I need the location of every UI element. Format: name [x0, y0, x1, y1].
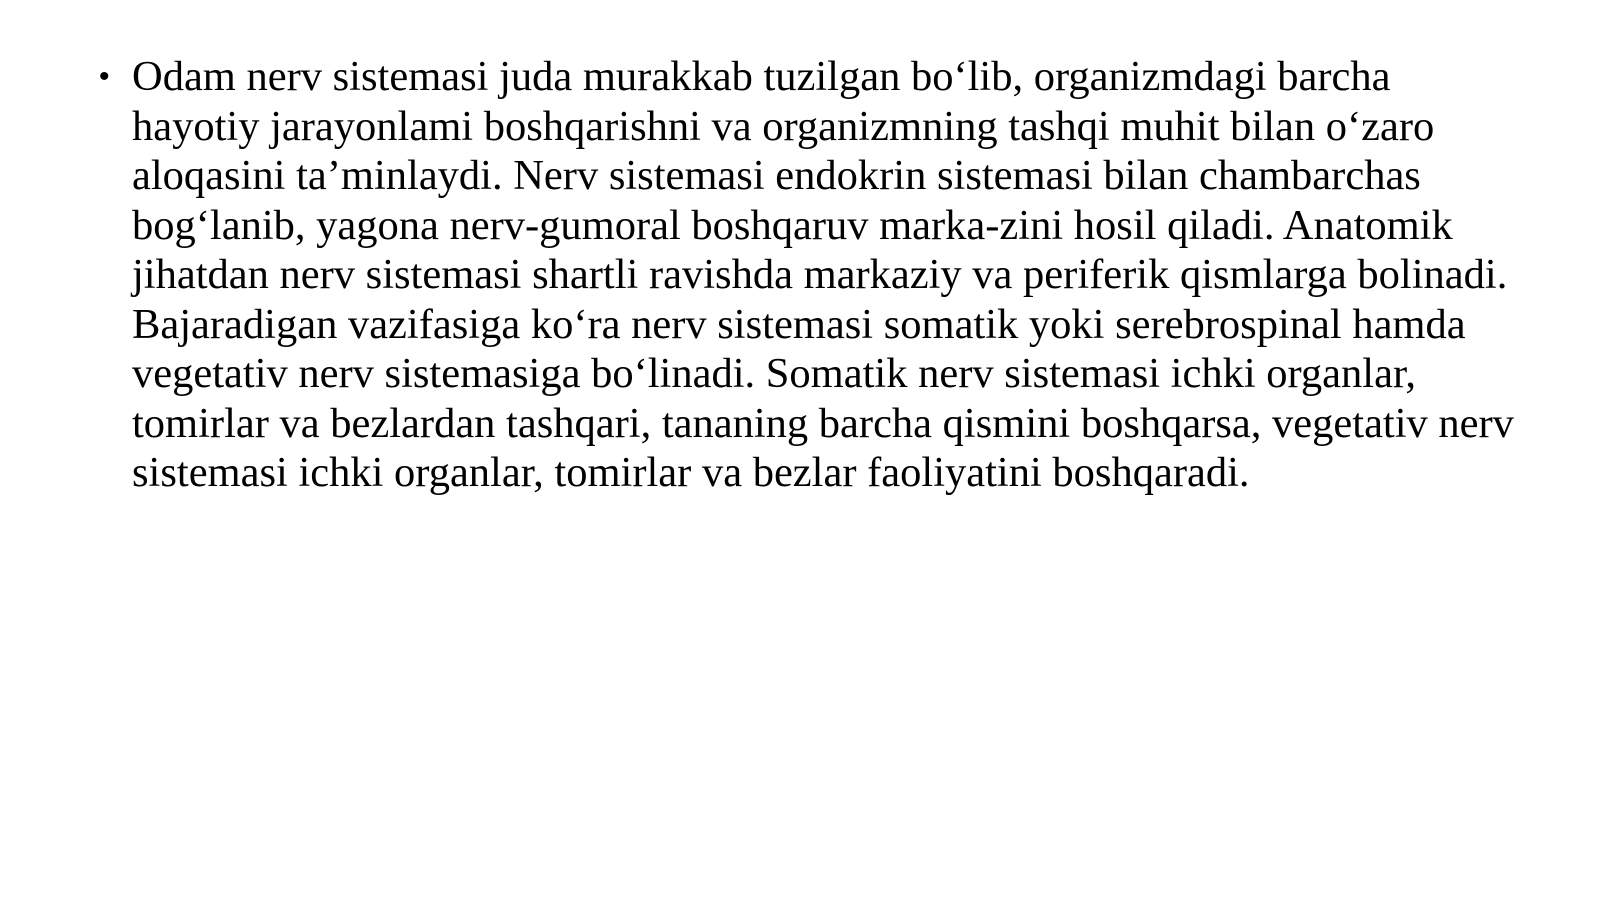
bullet-text: Odam nerv sistemasi juda murakkab tuzilgan bo‘lib, organizmdagi barcha hayotiy jarayonlami boshqarishni va organizmning tashqi muhit bilan o‘zaro aloqasini ta’minlaydi. Nerv sistemasi endokrin sistemasi bilan chambarchas bog‘lanib, yagona nerv-gumoral boshqaruv marka-zini hosil qiladi. Anatomik jihatdan nerv sistemasi shartli ravishda markaziy va periferik qismlarga bolinadi. Bajaradigan vazifasiga ko‘ra nerv sistemasi somatik yoki serebrospinal hamda vegetativ nerv sistemasiga bo‘linadi. Somatik nerv sistemasi ichki organlar, tomirlar va bezlardan tashqari, tananing barcha qismini boshqarsa, vegetativ nerv sistemasi ichki organlar, tomirlar va bezlar faoliyatini boshqaradi. [132, 53, 1514, 496]
bullet-marker: • [99, 60, 110, 93]
bullet-list [99, 52, 1519, 498]
bullet-item [99, 52, 1519, 498]
